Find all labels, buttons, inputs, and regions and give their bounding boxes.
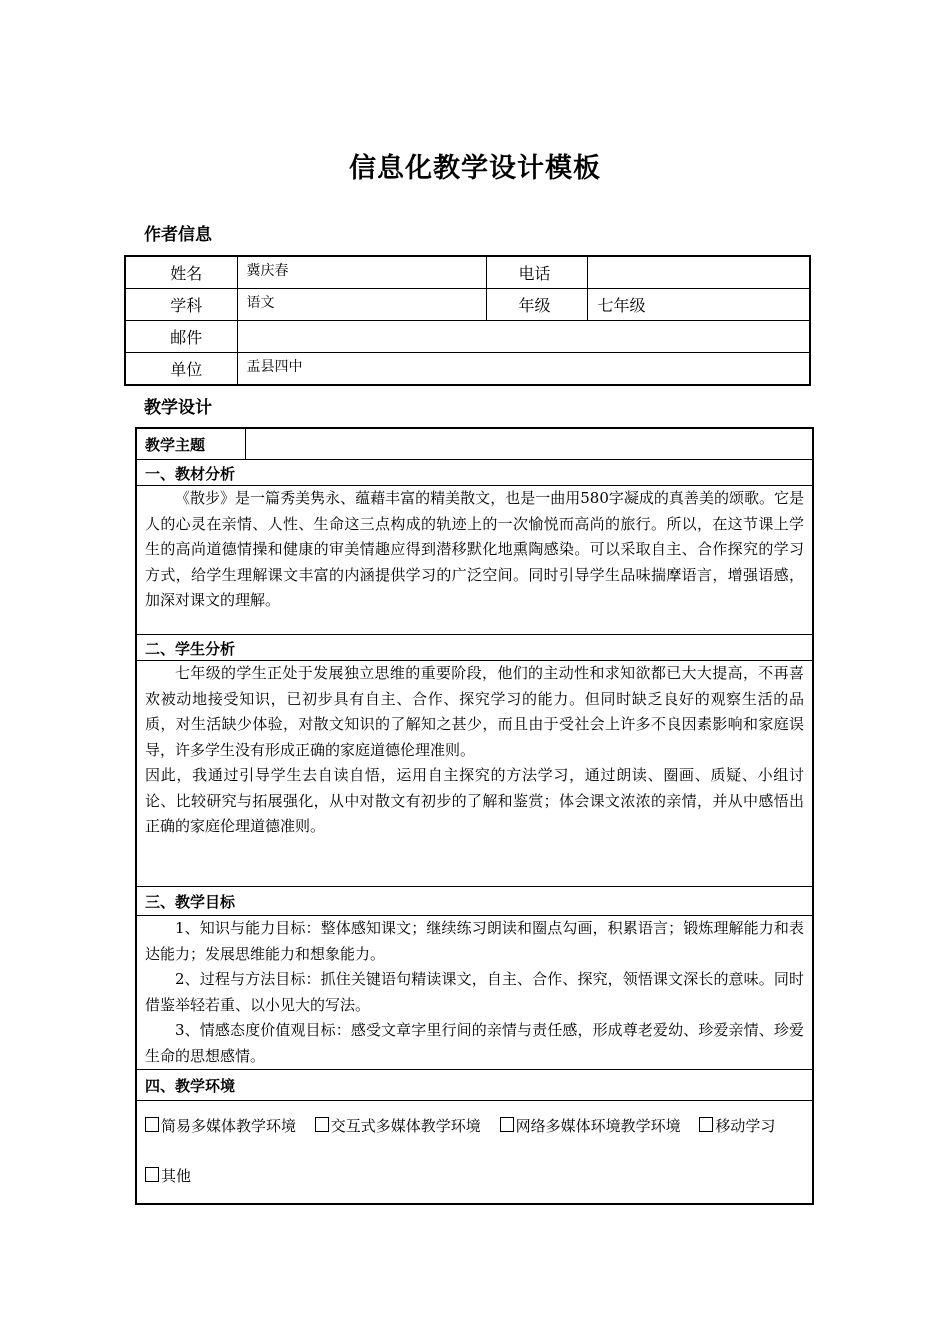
table-row: [136, 486, 813, 635]
goal-item: 2、过程与方法目标：抓住关键语句精读课文，自主、合作、探究，领悟课文深长的意味。同时借鉴举轻若重、以小见大的写法。: [145, 970, 804, 1014]
checkbox-icon[interactable]: [315, 1117, 329, 1132]
author-info-table: [124, 255, 811, 386]
goal-item: 1、知识与能力目标：整体感知课文；继续练习朗读和圈点勾画，积累语言；锻炼理解能力和表达能力；发展思维能力和想象能力。: [145, 919, 804, 963]
table-row: [136, 428, 813, 460]
env-option-other[interactable]: 其他: [145, 1167, 191, 1185]
checkbox-icon[interactable]: [500, 1117, 514, 1132]
table-row: [136, 460, 813, 486]
student-analysis-paragraph: 七年级的学生正处于发展独立思维的重要阶段，他们的主动性和求知欲都已大大提高，不再喜欢被动地接受知识，已初步具有自主、合作、探究学习的能力。但同时缺乏良好的观察生活的品质，对生活缺少体验，对散文知识的了解知之甚少，而且由于受社会上许多不良因素影响和家庭误导，许多学生没有形成正确的家庭道德伦理准则。: [145, 664, 804, 759]
grade-value: 七年级: [587, 289, 810, 321]
table-row: [136, 661, 813, 887]
material-analysis-text: 《散步》是一篇秀美隽永、蕴藉丰富的精美散文，也是一曲用580字凝成的真善美的颂歌。它是人的心灵在亲情、人性、生命这三点构成的轨迹上的一次愉悦而高尚的旅行。所以，在这节课上学生的高尚道德情操和健康的审美情趣应得到潜移默化地熏陶感染。可以采取自主、合作探究的学习方式，给学生理解课文丰富的内涵提供学习的广泛空间。同时引导学生品味揣摩语言，增强语感，加深对课文的理解。: [145, 489, 804, 609]
topic-label: 教学主题: [136, 428, 246, 460]
material-analysis-heading: 一、教材分析: [136, 460, 813, 486]
phone-label: 电话: [486, 256, 587, 289]
env-option-mobile-learning[interactable]: 移动学习: [699, 1117, 775, 1135]
env-option-simple-multimedia[interactable]: 简易多媒体教学环境: [145, 1117, 296, 1135]
table-row: [136, 887, 813, 916]
checkbox-icon[interactable]: [145, 1117, 159, 1132]
table-row: [125, 353, 810, 386]
subject-value: 语文: [237, 289, 486, 321]
teaching-environment-heading: 四、教学环境: [136, 1070, 813, 1101]
topic-value: [246, 428, 813, 460]
checkbox-icon[interactable]: [145, 1167, 159, 1182]
unit-value: 盂县四中: [237, 353, 810, 386]
grade-label: 年级: [486, 289, 587, 321]
env-option-interactive-multimedia[interactable]: 交互式多媒体教学环境: [315, 1117, 481, 1135]
teaching-design-heading: 教学设计: [144, 398, 212, 418]
table-row: [136, 916, 813, 1070]
table-row: [125, 289, 810, 321]
teaching-goals-heading: 三、教学目标: [136, 887, 813, 916]
author-info-heading: 作者信息: [144, 225, 212, 245]
table-row: [136, 1101, 813, 1205]
goal-item: 3、情感态度价值观目标：感受文章字里行间的亲情与责任感，形成尊老爱幼、珍爱亲情、珍爱生命的思想感情。: [145, 1021, 804, 1065]
env-option-network-multimedia[interactable]: 网络多媒体环境教学环境: [500, 1117, 681, 1135]
material-analysis-cell: [136, 486, 813, 635]
phone-value: [587, 256, 810, 289]
student-analysis-cell: [136, 661, 813, 887]
page-title: 信息化教学设计模板: [349, 153, 601, 184]
name-label: 姓名: [125, 256, 237, 289]
subject-label: 学科: [125, 289, 237, 321]
teaching-environment-cell: [136, 1101, 813, 1205]
table-row: [136, 1070, 813, 1101]
email-label: 邮件: [125, 321, 237, 353]
email-value: [237, 321, 810, 353]
teaching-goals-cell: [136, 916, 813, 1070]
student-analysis-paragraph: 因此，我通过引导学生去自读自悟，运用自主探究的方法学习，通过朗读、圈画、质疑、小组讨论、比较研究与拓展强化，从中对散文有初步的了解和鉴赏；体会课文浓浓的亲情，并从中感悟出正确的家庭伦理道德准则。: [145, 766, 804, 835]
table-row: [125, 256, 810, 289]
student-analysis-heading: 二、学生分析: [136, 635, 813, 661]
name-value: 冀庆春: [237, 256, 486, 289]
teaching-design-table: [135, 427, 814, 1205]
unit-label: 单位: [125, 353, 237, 386]
table-row: [136, 635, 813, 661]
table-row: [125, 321, 810, 353]
checkbox-icon[interactable]: [699, 1117, 713, 1132]
